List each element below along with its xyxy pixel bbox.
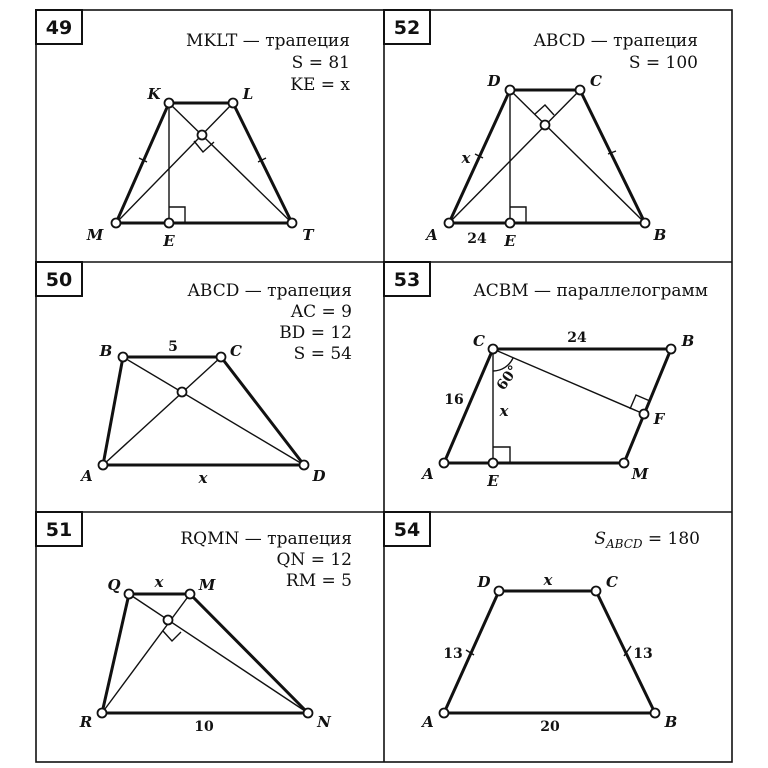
right-angle-mark <box>163 631 181 641</box>
label-e: E <box>487 472 499 490</box>
angle-label: 60° <box>493 362 523 394</box>
point-q <box>125 590 134 599</box>
base-label-ad: x <box>198 469 208 487</box>
right-angle-mark <box>535 105 554 115</box>
label-t: T <box>302 226 314 244</box>
label-m: M <box>631 465 649 483</box>
condition-line: QN = 12 <box>276 550 352 570</box>
label-a: A <box>426 226 438 244</box>
diagonal-bd <box>510 90 645 223</box>
point-b <box>667 345 676 354</box>
point-a <box>99 461 108 470</box>
problem-number: 51 <box>45 519 73 541</box>
side-label-ad: 13 <box>443 646 463 662</box>
label-d: D <box>487 72 501 90</box>
problem-50 <box>36 262 352 487</box>
side-label-cb: 24 <box>567 330 587 346</box>
label-n: N <box>317 713 331 731</box>
condition-line: AC = 9 <box>290 302 352 322</box>
point-l <box>229 99 238 108</box>
condition-line: S = 100 <box>628 53 698 73</box>
point-m <box>186 590 195 599</box>
point-a <box>440 709 449 718</box>
diagonal-intersection-point <box>164 616 173 625</box>
point-m <box>112 219 121 228</box>
label-c: C <box>590 72 602 90</box>
label-e: E <box>504 232 516 250</box>
label-f: F <box>653 410 665 428</box>
condition-line: KE = x <box>290 75 350 95</box>
condition-line: ACBM — параллелограмм <box>473 281 708 301</box>
point-n <box>304 709 313 718</box>
label-k: K <box>147 85 161 103</box>
diagonal-qn <box>129 594 308 713</box>
point-b <box>651 709 660 718</box>
trapezoid-abcd <box>444 591 655 713</box>
condition-line: MKLT — трапеция <box>186 31 350 51</box>
label-d: D <box>477 573 491 591</box>
point-f <box>640 410 649 419</box>
point-m <box>620 459 629 468</box>
side-label-cb: 13 <box>633 646 653 662</box>
point-e <box>489 459 498 468</box>
point-d <box>506 86 515 95</box>
base-label-dc: x <box>543 571 553 589</box>
diagonal-intersection-point <box>178 388 187 397</box>
point-b <box>641 219 650 228</box>
point-c <box>489 345 498 354</box>
base-label-ab: 20 <box>540 719 560 735</box>
condition-line: RQMN — трапеция <box>180 529 352 549</box>
condition-line: ABCD — трапеция <box>187 281 352 301</box>
point-r <box>98 709 107 718</box>
problem-49 <box>36 10 350 250</box>
label-m: M <box>198 576 216 594</box>
side-label-x: x <box>461 149 471 167</box>
condition-line: S = 54 <box>293 344 352 364</box>
trapezoid-rqmn <box>102 594 308 713</box>
area-subscript: ABCD <box>605 537 643 551</box>
height-label-x: x <box>499 402 509 420</box>
area-condition <box>594 529 700 551</box>
diagonal-intersection-point <box>541 121 550 130</box>
problem-number: 54 <box>393 519 421 541</box>
point-t <box>288 219 297 228</box>
problem-52 <box>384 10 698 250</box>
label-a: A <box>422 713 434 731</box>
point-e <box>506 219 515 228</box>
point-d <box>495 587 504 596</box>
condition-line: RM = 5 <box>285 571 352 591</box>
label-c: C <box>230 342 242 360</box>
label-b: B <box>99 342 113 360</box>
point-c <box>592 587 601 596</box>
right-angle-mark <box>194 141 214 152</box>
diagonal-kt <box>169 103 292 223</box>
area-value: = 180 <box>642 529 700 549</box>
label-b: B <box>681 332 695 350</box>
point-c <box>576 86 585 95</box>
label-b: B <box>664 713 678 731</box>
base-label-qm: x <box>154 573 164 591</box>
trapezoid-abcd <box>449 90 645 223</box>
problem-54 <box>384 512 700 735</box>
label-l: L <box>242 85 254 103</box>
problem-number: 49 <box>45 17 73 39</box>
area-symbol: S <box>594 529 606 549</box>
trapezoid-mklt <box>116 103 292 223</box>
label-d: D <box>312 467 326 485</box>
parallelogram-acbm <box>444 349 671 463</box>
base-label-bc: 5 <box>168 339 178 355</box>
grid-borders <box>36 10 732 762</box>
problem-number: 53 <box>393 269 421 291</box>
point-c <box>217 353 226 362</box>
point-k <box>165 99 174 108</box>
diagonal-ml <box>116 103 233 223</box>
side-label-ac: 16 <box>444 392 464 408</box>
label-a: A <box>422 465 434 483</box>
diagonal-intersection-point <box>198 131 207 140</box>
problem-53 <box>384 262 708 490</box>
height-cf <box>493 349 644 414</box>
label-c: C <box>606 573 618 591</box>
diagonal-bd <box>123 357 304 465</box>
base-label-rn: 10 <box>194 719 214 735</box>
label-c: C <box>473 332 485 350</box>
point-b <box>119 353 128 362</box>
point-e <box>165 219 174 228</box>
point-d <box>300 461 309 470</box>
problem-number: 50 <box>45 269 73 291</box>
segment-label-ae: 24 <box>467 231 487 247</box>
label-r: R <box>79 713 93 731</box>
condition-line: ABCD — трапеция <box>533 31 698 51</box>
condition-line: S = 81 <box>291 53 350 73</box>
label-b: B <box>653 226 667 244</box>
problem-number: 52 <box>393 17 421 39</box>
label-a: A <box>81 467 93 485</box>
point-a <box>440 459 449 468</box>
condition-line: BD = 12 <box>279 323 352 343</box>
point-a <box>445 219 454 228</box>
problem-51 <box>36 512 352 735</box>
label-m: M <box>86 226 104 244</box>
label-e: E <box>163 232 175 250</box>
label-q: Q <box>107 576 121 594</box>
